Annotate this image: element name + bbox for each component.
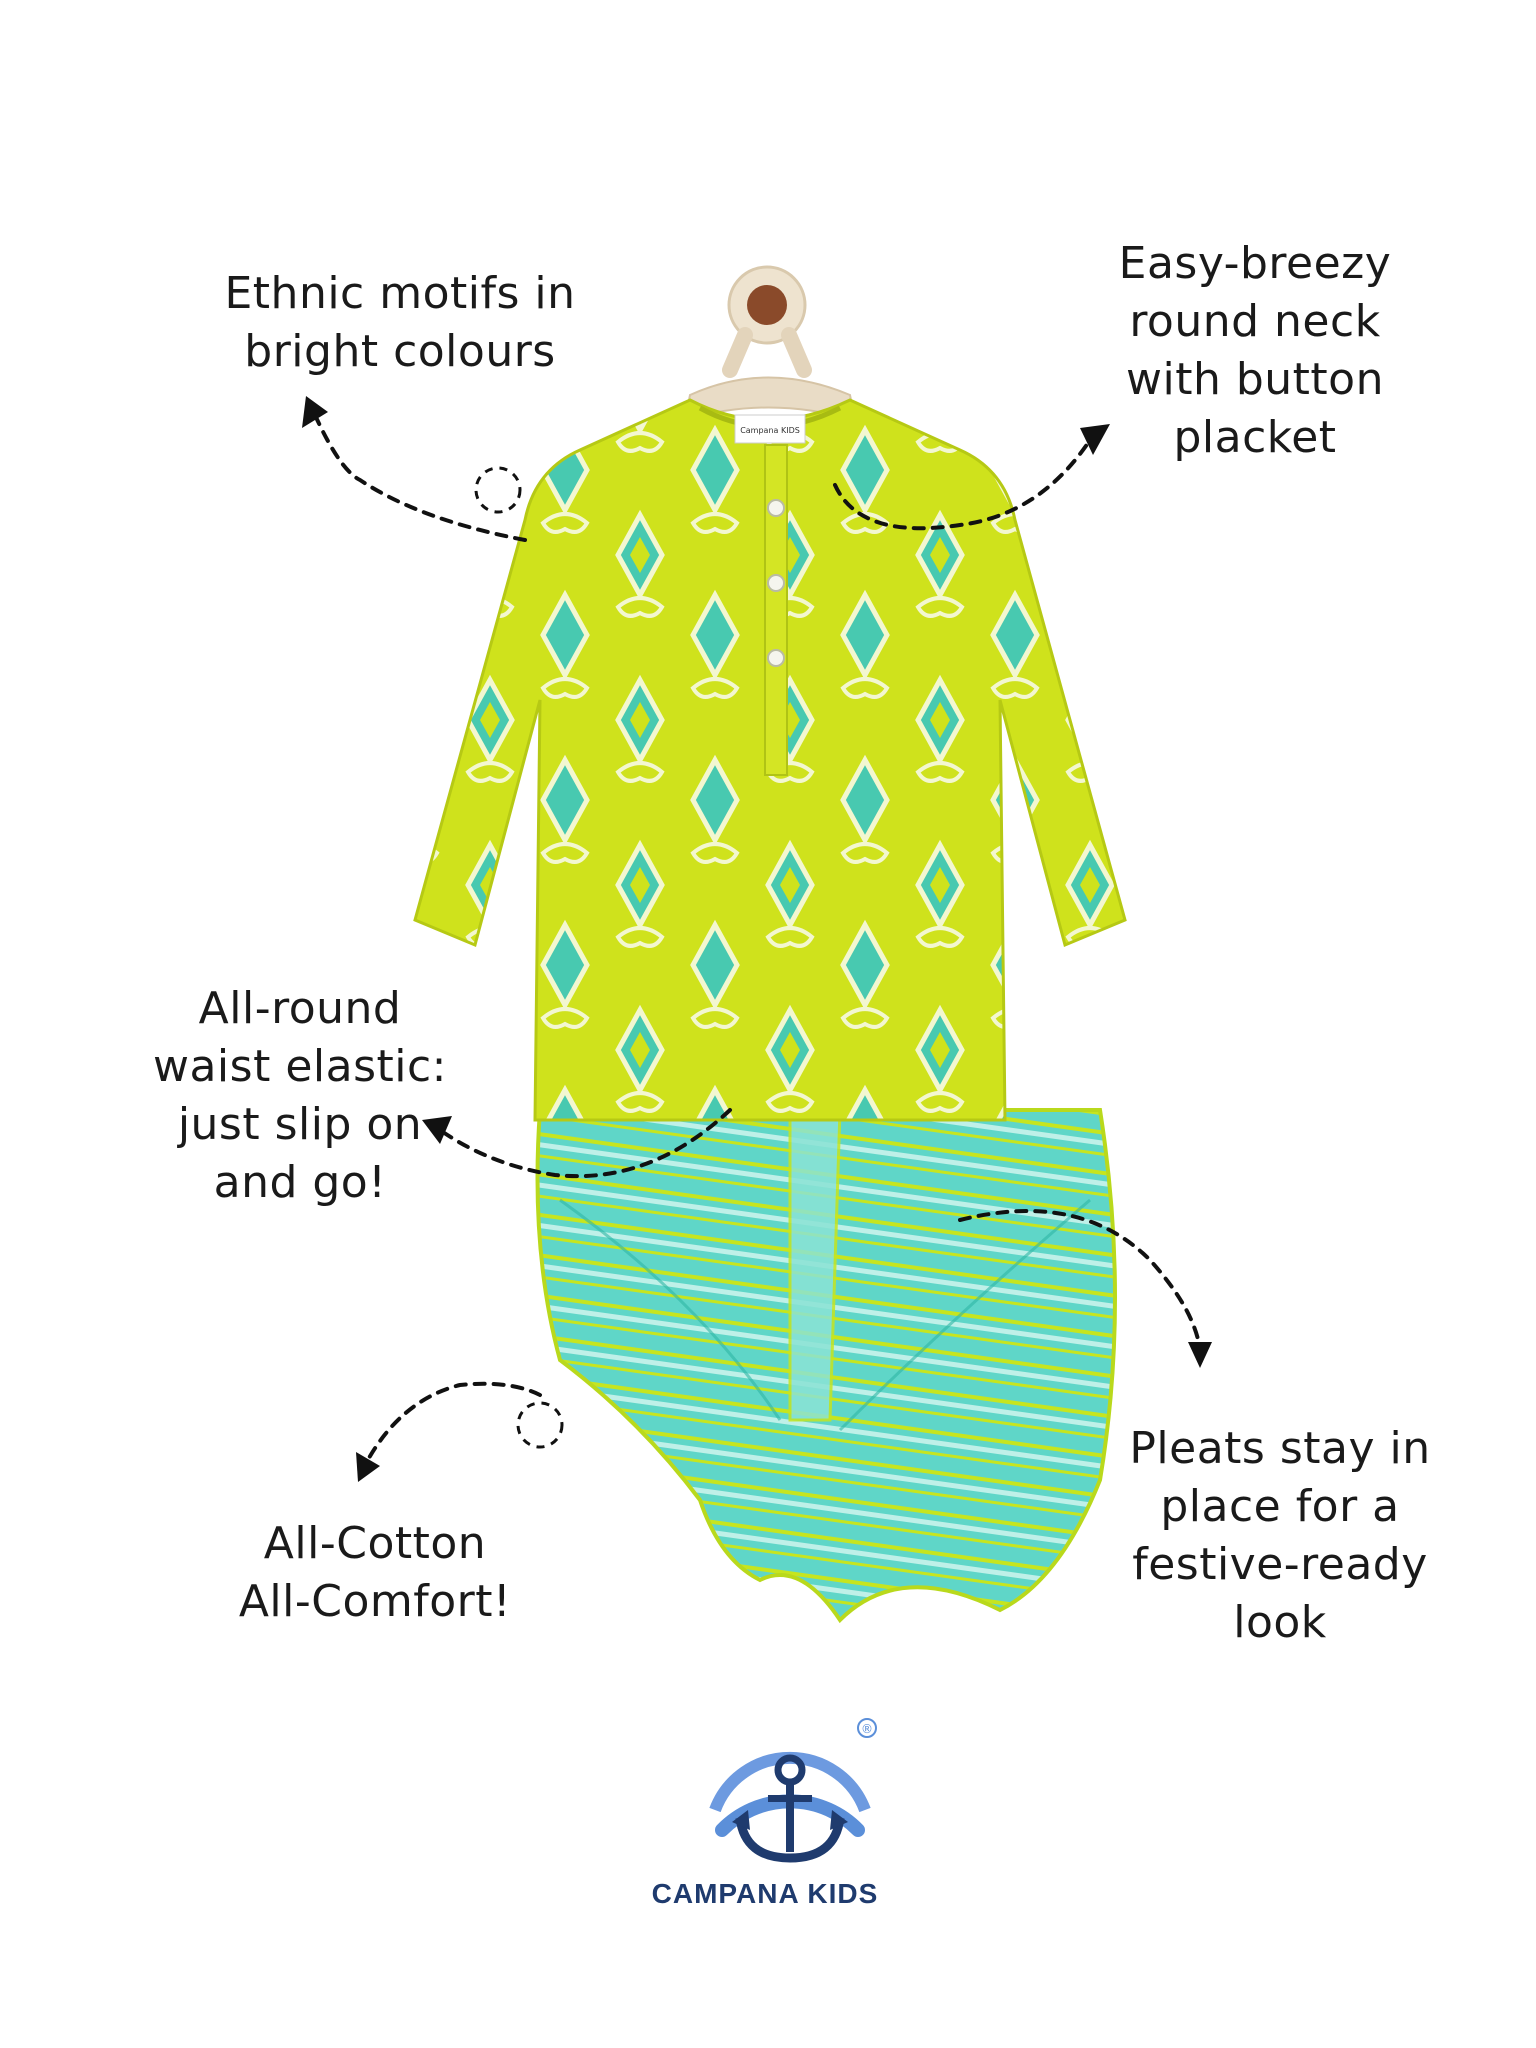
dashed-circle-motifs (476, 468, 520, 512)
callout-neck (1090, 235, 1420, 467)
callout-line: placket (1173, 412, 1337, 463)
callout-line: All-Cotton (263, 1518, 487, 1569)
kurta-button (768, 575, 784, 591)
callout-line: All-Comfort! (238, 1576, 512, 1627)
callout-waist (140, 980, 460, 1212)
callout-line: Easy-breezy (1118, 238, 1392, 289)
arrow-cotton (365, 1384, 540, 1465)
kurta-button (768, 500, 784, 516)
callout-pleats (1110, 1420, 1450, 1652)
dashed-circle-cotton (518, 1403, 562, 1447)
arrow-motifs (315, 415, 525, 540)
registered-mark: ® (861, 1722, 873, 1736)
arrowhead-pleats (1188, 1342, 1212, 1368)
callout-motifs (220, 265, 580, 381)
callout-line: bright colours (244, 326, 556, 377)
dhoti-garment (538, 1110, 1116, 1620)
hanger-icon (685, 267, 855, 420)
campana-logo (695, 1669, 885, 1858)
kurta-button (768, 650, 784, 666)
callout-line: with button (1126, 354, 1384, 405)
callout-line: just slip on (177, 1099, 423, 1150)
callout-line: All-round (198, 983, 402, 1034)
callout-line: Ethnic motifs in (224, 268, 576, 319)
callout-line: Pleats stay in (1129, 1423, 1431, 1474)
callout-line: waist elastic: (152, 1041, 447, 1092)
callout-cotton (215, 1515, 535, 1631)
kurta-label-text: Campana KIDS (740, 426, 800, 435)
brand-name: CAMPANA KIDS (651, 1878, 879, 1909)
callout-line: festive-ready (1132, 1539, 1428, 1590)
callout-line: look (1233, 1597, 1327, 1648)
callout-line: and go! (213, 1157, 387, 1208)
arrowhead-motifs (302, 396, 328, 428)
callout-line: place for a (1160, 1481, 1400, 1532)
callout-line: round neck (1129, 296, 1381, 347)
kurta-garment (415, 400, 1125, 1120)
